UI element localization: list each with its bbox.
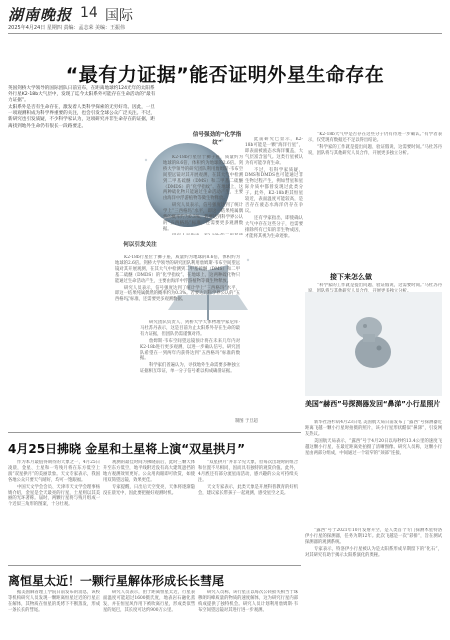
section-rule xyxy=(8,565,301,566)
page-number: 14 xyxy=(80,5,98,21)
col-paragraph: 还有学家指出，即使确认大气中存在这些分子，也需要排除所有已知的非生物成因，才能将其视为生命迹象。 xyxy=(245,215,303,239)
main-headline: “最有力证据”能否证明外星生命存在 xyxy=(65,64,385,86)
article3-col-1 xyxy=(8,590,100,637)
article2-col-2 xyxy=(103,460,195,560)
col-paragraph: 据美国麻省理工学院日前发布的消息，该校等机构研究人员发现一颗距离恒星过近的行星正在解体，其物质在恒星的炙烤下不断蒸发，形成一条长长的彗尾。 xyxy=(8,590,100,613)
col-paragraph: 天文专家表示，此类天象是开展科普教育的好机会，建议家长带孩子一起观测，感受星空之美。 xyxy=(198,484,298,496)
col-paragraph: 研究人员称，该行星正以每次公转损失相当于珠穆朗玛峰质量的物质的速度解体，这为研究行星内部构成提供了独特机会。研究人员计划利用詹姆斯·韦布空间望远镜对其进行进一步观测。 xyxy=(198,590,298,613)
lead-paragraph: 太阳系外是否有生命存在，激发着人类科学探索的无穷好奇。因此，一旦一项观测积成为科学界重要的关注，也会引发全球公众广泛关注。不过，新研究也引发质疑，不少科学家认为，这项研究并非生命存在的证据，距离找到地外生命仍有很长一段路要走。 xyxy=(8,105,156,129)
col-paragraph: 研究人员表示，信号强度达到了统计学上“三西格玛”水平，即这一结果纯属偶然的概率约为0.3%。若要达到科学界公认的“五西格玛”标准，还需要更多观测数据。 xyxy=(115,285,240,303)
col-paragraph: K2-18b行星位于狮子座，质量约为地球的8.6倍，体积约为地球的2.6倍。剑桥大学领导的研究团队利用詹姆斯·韦布空间望远镜对其开展观测，在其大气中检测到二甲基硫醚（DMS）和二甲基二硫醚（DMDS）的“化学指纹”。在地球上，这两种硫化物只能通过生命活动产生，主要由海洋中浮游植物等微生物释放。 xyxy=(115,255,240,284)
col-paragraph: 专家表示，特洛伊小行星被认为是太阳系形成早期留下的“化石”，对其研究有助于揭示太阳系演化的奥秘。 xyxy=(305,546,442,558)
asteroid-svg xyxy=(305,292,442,396)
main-column-right-top xyxy=(308,132,442,232)
main-column-lower xyxy=(115,255,240,310)
col-paragraph: 新华社洛杉矶4月23日电 美国航天局日前发布了“露西”号探测器近距离飞越一颗小行星时拍摄的照片，该小行星形状酷似“鼻涕”，引发网友热议。 xyxy=(305,420,442,437)
side-headline: 美国“赫西”号探测器发回“鼻涕”小行星照片 xyxy=(305,400,441,408)
col-paragraph: 不过，有科学家质疑，DMS和DMDS也可能通过非生物过程产生，例如彗星和星际介质中都曾发现过此类分子。此外，K2-18b距其恒星较近，表面温度可能较高，是否存在液态水海洋仍存在争议。 xyxy=(245,167,303,214)
col-paragraph: 研究人员表示，信号强度达到了统计学上“三西格玛”水平，即这一结果纯属偶然的概率约为0.3%。若要达到科学界公认的“五西格玛”标准，还需要更多观测数据。 xyxy=(163,203,243,232)
col-paragraph: K2-18b行星位于狮子座，质量约为地球的8.6倍，体积约为地球的2.6倍。剑桥大学领导的研究团队利用詹姆斯·韦布空间望远镜对其开展观测，在其大气中检测到二甲基硫醚（DMS）和二甲基二硫醚（DMDS）的“化学指纹”。在地球上，这两种硫化物只能通过生命活动产生，主要由海洋中浮游植物等微生物释放。 xyxy=(163,155,243,202)
article3-headline: 离恒星太近！一颗行星解体形成长长彗尾 xyxy=(8,574,225,588)
col-paragraph: “露西”号于2021年10月发射升空，是人类首个专门探测木星特洛伊小行星的探测器，任务为期12年。此次飞越是一次“彩排”，旨在测试探测器的观测系统。 xyxy=(305,528,442,545)
side-column-1 xyxy=(305,420,442,525)
col-paragraph: 中国天文学会会员、天津市天文学会理事杨婧介绍，金星是全天最亮的行星，土星则以其美丽的光环著称。届时，两颗行星将与残月组成一个近似三角形的图案，十分壮观。 xyxy=(8,484,100,508)
col-paragraph: 观测的最佳时间为拂晓前后，此时三颗天体升至东方低空，地平线附近没有高大建筑遮挡的地方观测效果更好。公众用肉眼即可欣赏，如使用双筒望远镜，效果更佳。 xyxy=(103,460,195,483)
masthead xyxy=(8,4,442,34)
col-paragraph: “K2-18b大气中是否存在这些分子仍有待进一步确认。”有学者表示，仅凭现有数据还不足以得出结论。 xyxy=(308,132,442,143)
article3-col-3 xyxy=(198,590,298,637)
col-paragraph: 研究团队负责人、剑桥大学天体物理学家尼库·马杜苏丹表示，这是目前为止太阳系外存在生命的最有力证据，但团队仍需谨慎对待。 xyxy=(140,320,240,337)
col-paragraph: 美国航天局表示，“露西”号于4月20日以每秒约13.4公里的速度飞越这颗小行星，在最近距离处拍摄了清晰图像。研究人员称，这颗小行星由两部分组成，中间通过一个较窄的“颈部”连接。 xyxy=(305,438,442,456)
masthead-rule xyxy=(8,33,442,34)
col-paragraph: “科学家的工作就是提出问题、验证假说，这需要时间。”马杜苏丹说，团队将与其他研究人员合作，开展更多独立分析。 xyxy=(308,144,442,156)
col-paragraph: 专家提醒，日出后天空变亮，天体将逐渐隐没在晨光中，因此要把握好观测时机。 xyxy=(103,484,195,496)
section-subhead: 接下来怎么做 xyxy=(330,273,372,281)
section-name: 国际 xyxy=(105,8,133,24)
col-paragraph: “科学家的工作就是提出问题、验证假说，这需要时间。”马杜苏丹 xyxy=(317,283,442,288)
section-rule xyxy=(8,432,301,433)
col-paragraph: 作为本月最值得期待的天象之一，4月25日凌晨，金星、土星和一弯残月将在东方低空上演“双星拱月”的美丽景象。天文专家表示，我国各地公众只要天气晴好，均可一饱眼福。 xyxy=(8,460,100,483)
col-paragraph: 研究人员表示，由于距离恒星太近，行星表面温度可能超过1600摄氏度，地表岩石融化蒸发，并在恒星风作用下被吹离行星，形成类似彗星的尾巴，其长度可达约900万公里。 xyxy=(103,590,195,613)
col-paragraph: 此前研究已显示，K2-18b可能是一颗“海洋行星”，即表面被液态水海洋覆盖，大气层富含氢气。这类行星被认为有可能孕育生命。 xyxy=(245,137,303,166)
col-paragraph: 科学家们普遍认为，寻找地外生命需要多种独立证据相互印证，单一分子信号难以构成确凿证据。 xyxy=(140,363,240,375)
col-paragraph: “双星拱月”并非罕见天象，但每次出现时的组合和位置不尽相同，因而具有独特的观赏价值。此外，4月底还有部分流星雨活动，感兴趣的公众可持续关注。 xyxy=(198,460,298,483)
image-credit: 制图 于旦超 xyxy=(235,419,258,424)
pull-quote: 何以引发关注 xyxy=(123,242,157,248)
col-paragraph: 詹姆斯·韦布空间望远镜预计将在未来几年内对K2-18b进行更多观测，以进一步确认信号。研究团队希望在一到两年内获得达到“五西格玛”标准的数据。 xyxy=(140,338,240,362)
paper-name: 湖南晚报 xyxy=(8,6,73,24)
main-column-3 xyxy=(140,320,240,415)
article3-col-2 xyxy=(103,590,195,637)
article2-headline: 4月25日拂晓 金星和土星将上演“双星拱月” xyxy=(8,442,246,456)
dateline: 2025年4月24日 星期四 责编：孟志荣 美编：王振伟 xyxy=(8,25,126,31)
main-column-2 xyxy=(245,137,303,359)
article2-col-3 xyxy=(198,460,298,560)
main-column-1 xyxy=(163,155,243,235)
side-column-2 xyxy=(305,528,442,637)
lead-paragraph: 英国剑桥大学领导的国际团队日前宣布，在距离地球约124光年的太阳系外行星K2-18b大气层中，发现了迄今太阳系外可能存在生命活动的“最有力证据”。 xyxy=(8,86,156,104)
intro-box: 信号强劲的“化学指纹” xyxy=(192,132,242,146)
asteroid-photo xyxy=(305,292,442,396)
article2-col-1 xyxy=(8,460,100,560)
col-paragraph xyxy=(163,234,243,235)
